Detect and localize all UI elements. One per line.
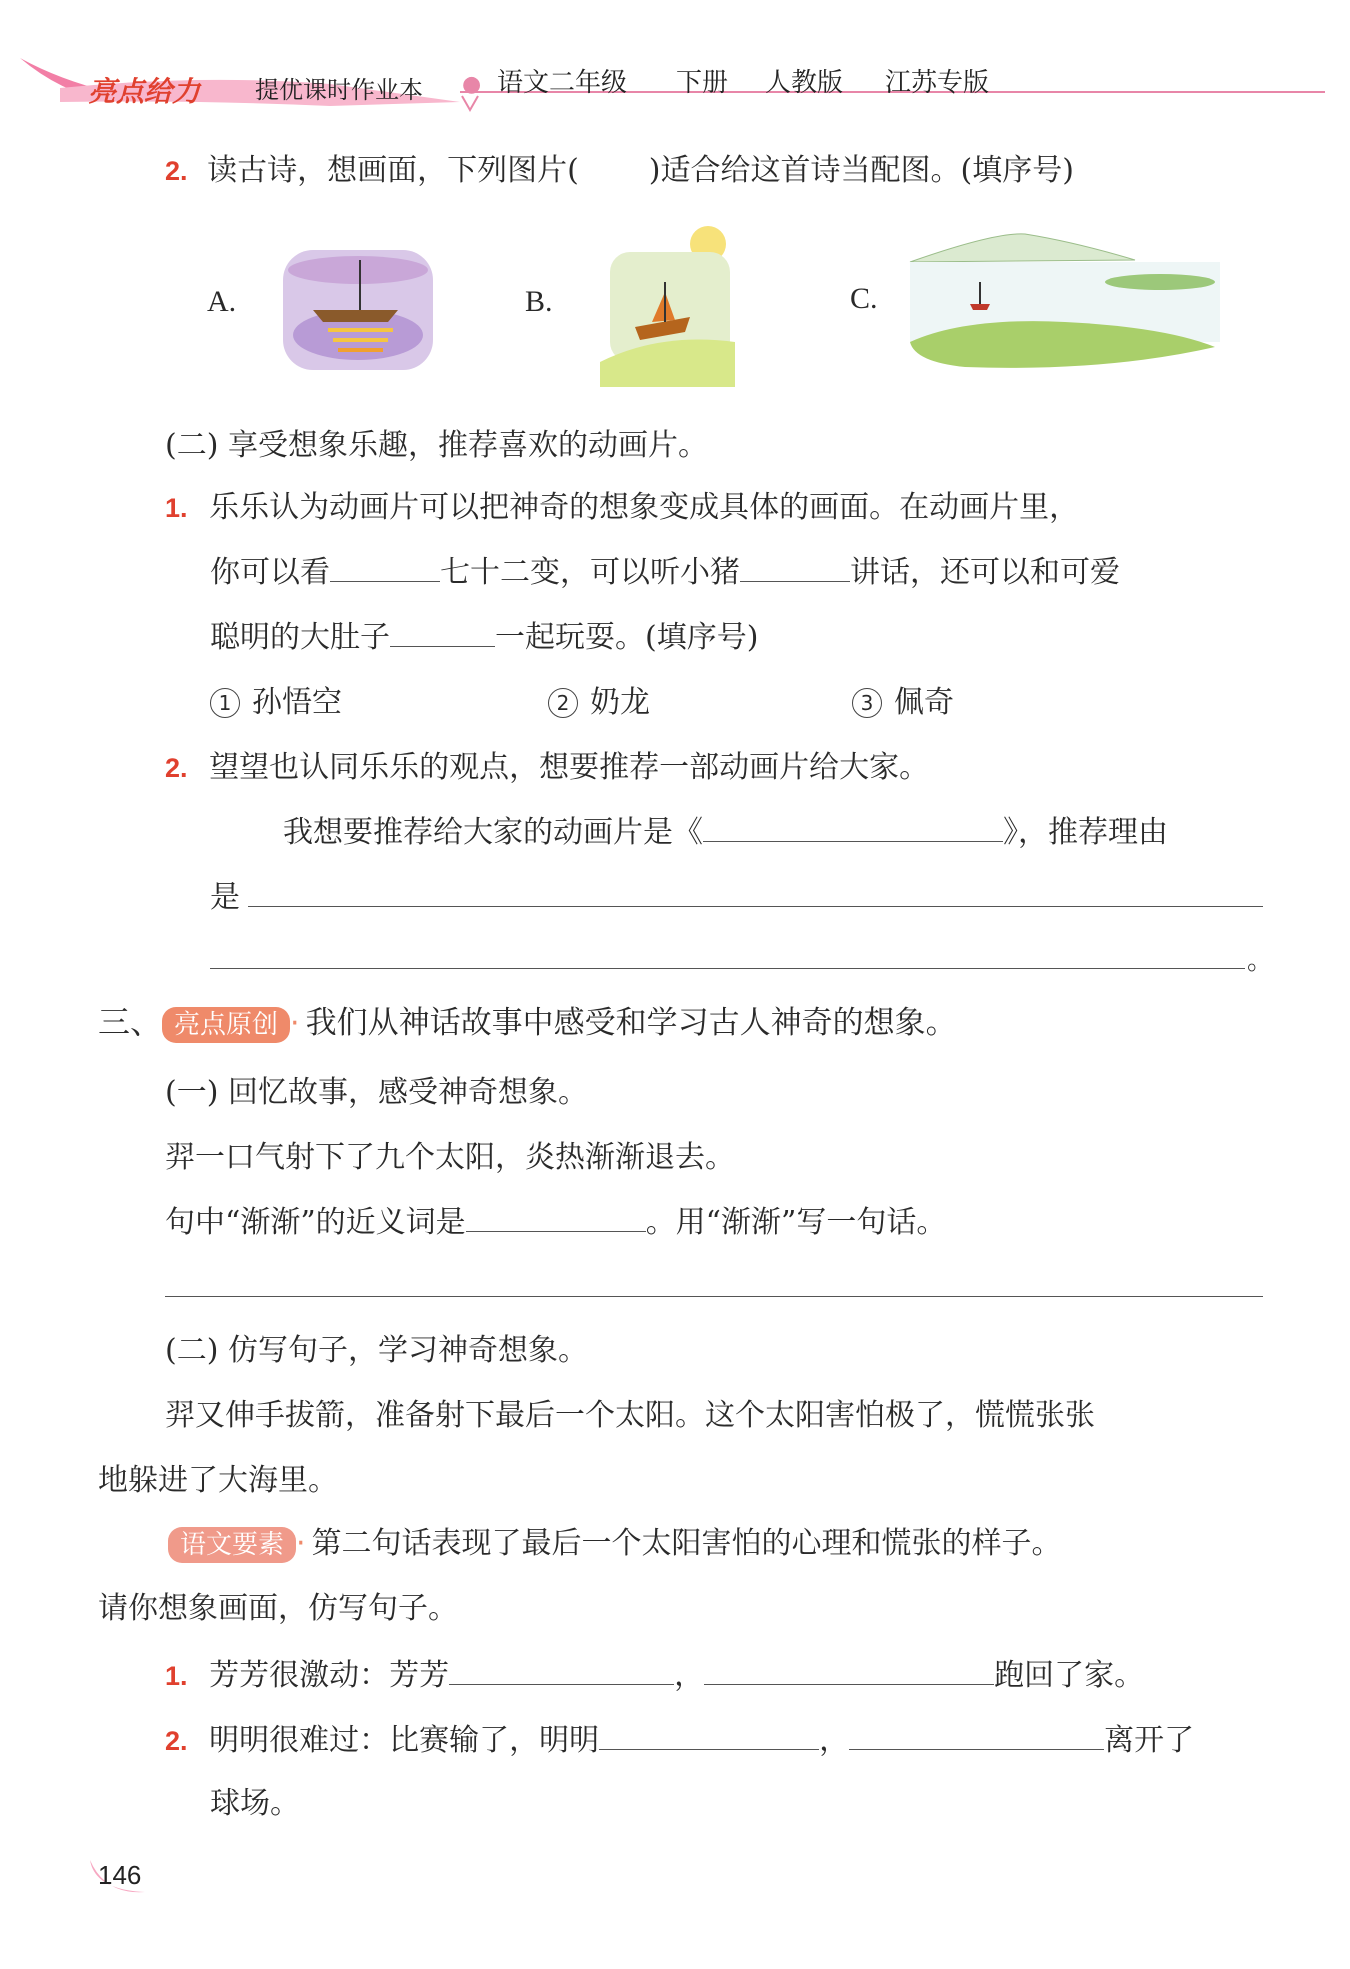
question-text: 明明很难过：比赛输了，明明 [209, 1723, 600, 1758]
part-2-heading: (二) 享受想象乐趣，推荐喜欢的动画片。 [165, 428, 708, 463]
synonym-blank[interactable] [466, 1201, 646, 1232]
question-text: 我想要推荐给大家的动画片是《 [283, 815, 703, 850]
sub2-heading: (二) 仿写句子，学习神奇想象。 [165, 1333, 588, 1368]
imitate-item-2 [165, 1715, 1194, 1759]
original-tag: 亮点原创 [162, 1007, 290, 1043]
sub2-para2: 地躲进了大海里。 [98, 1463, 338, 1498]
section-title: 我们从神话故事中感受和学习古人神奇的想象。 [305, 1005, 957, 1041]
choice-number: 3 [852, 688, 882, 718]
answer-blank[interactable] [740, 551, 850, 582]
question-number: 1. [165, 493, 188, 523]
question-text: ， [819, 1723, 850, 1758]
question-number: 1. [165, 1661, 188, 1691]
answer-blank[interactable] [330, 551, 440, 582]
choice-text: 奶龙 [590, 685, 650, 720]
series-title: 提优课时作业本 [255, 76, 423, 104]
question-text: 七十二变，可以听小猪 [440, 555, 740, 590]
option-a-picture [278, 240, 438, 375]
option-a-label: A. [207, 285, 237, 318]
header-ribbon [0, 40, 1350, 120]
part2-q1-line3 [210, 612, 758, 656]
option-c-label: C. [850, 282, 878, 315]
question-text: 离开了 [1104, 1723, 1195, 1758]
question-text-end: )适合给这首诗当配图。(填序号) [648, 153, 1074, 188]
question-2-top [165, 145, 1074, 189]
answer-blank[interactable] [704, 1654, 994, 1685]
question-text: 望望也认同乐乐的观点，想要推荐一部动画片给大家。 [209, 750, 930, 785]
question-text: 乐乐认为动画片可以把神奇的想象变成具体的画面。在动画片里， [209, 490, 1080, 525]
sub1-question [165, 1197, 946, 1241]
page-number: 146 [98, 1860, 142, 1890]
part2-q1-line1 [165, 482, 1079, 526]
question-number: 2. [165, 156, 188, 186]
note-text: 第二句话表现了最后一个太阳害怕的心理和慌张的样子。 [311, 1526, 1062, 1561]
question-text: 跑回了家。 [994, 1658, 1145, 1693]
reason-blank-2[interactable] [210, 968, 1245, 969]
question-text: 。用“渐渐”写一句话。 [645, 1205, 947, 1240]
edition-label: 人教版 [765, 68, 844, 98]
sub2-note2: 请你想象画面，仿写句子。 [98, 1591, 458, 1626]
sub1-heading: (一) 回忆故事，感受神奇想象。 [165, 1075, 588, 1110]
tag-dot: · [296, 1526, 306, 1561]
sub2-note1 [168, 1518, 1062, 1563]
option-c-picture [905, 222, 1225, 372]
answer-blank[interactable] [390, 616, 495, 647]
choice-text: 佩奇 [894, 685, 954, 720]
subject-label: 语文二年级 [497, 68, 628, 98]
question-text: 聪明的大肚子 [210, 620, 390, 655]
question-text: 句中“渐渐”的近义词是 [165, 1205, 466, 1240]
section-3-heading [98, 997, 957, 1043]
imitate-item-1 [165, 1650, 1144, 1694]
choice-2 [548, 677, 650, 721]
section-prefix: 三、 [98, 1003, 163, 1041]
brand-logo: 亮点给力 [88, 75, 201, 108]
answer-blank[interactable] [849, 1719, 1104, 1750]
choice-text: 孙悟空 [252, 685, 342, 720]
header-dot: ● [462, 72, 482, 97]
choice-3 [852, 677, 954, 721]
part2-q2-line3: 是 [210, 880, 240, 915]
question-text: 一起玩耍。(填序号) [495, 620, 759, 655]
question-text: ， [674, 1658, 705, 1693]
option-b-label: B. [525, 285, 553, 318]
question-text: 芳芳很激动：芳芳 [209, 1658, 450, 1693]
answer-blank[interactable] [449, 1654, 674, 1685]
part2-q2-line2 [283, 807, 1168, 851]
choice-number: 2 [548, 688, 578, 718]
region-label: 江苏专版 [885, 68, 990, 98]
sub2-para1: 羿又伸手拔箭，准备射下最后一个太阳。这个太阳害怕极了，慌慌张张 [165, 1398, 1095, 1433]
cartoon-name-blank[interactable] [703, 811, 1003, 842]
question-number: 2. [165, 1726, 188, 1756]
choice-number: 1 [210, 688, 240, 718]
question-text: 讲话，还可以和可爱 [850, 555, 1120, 590]
question-text: 》，推荐理由 [1003, 815, 1168, 850]
question-text: 读古诗，想画面，下列图片( [207, 153, 579, 188]
reason-blank-1[interactable] [248, 906, 1263, 907]
part2-q2-line1 [165, 742, 929, 786]
question-number: 2. [165, 753, 188, 783]
question-text: 你可以看 [210, 555, 330, 590]
end-period: 。 [1247, 946, 1274, 976]
option-b-picture [590, 222, 740, 387]
language-element-tag: 语文要素 [168, 1527, 296, 1563]
volume-label: 下册 [676, 68, 729, 98]
part2-q1-line2 [210, 547, 1120, 591]
answer-blank[interactable] [599, 1719, 819, 1750]
sentence-blank[interactable] [165, 1296, 1263, 1297]
tag-dot: · [290, 1006, 300, 1041]
choice-1 [210, 677, 342, 721]
imitate-item-2-end: 球场。 [210, 1786, 300, 1821]
sub1-sentence: 羿一口气射下了九个太阳，炎热渐渐退去。 [165, 1140, 735, 1175]
